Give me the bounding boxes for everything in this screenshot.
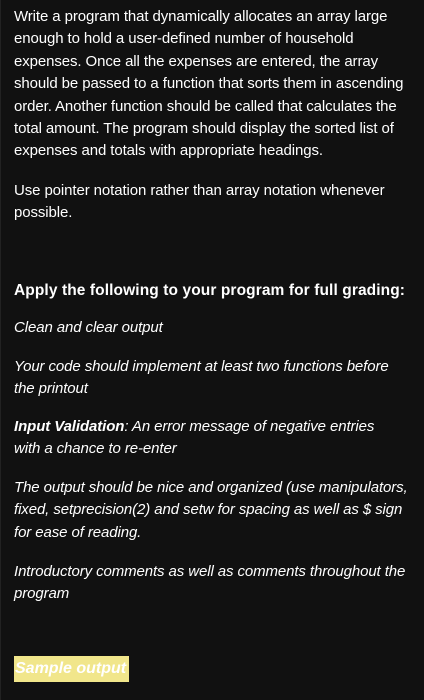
intro-line: enough to hold a user-defined number of household xyxy=(14,30,354,48)
requirement-input-validation xyxy=(14,416,374,461)
validation-text: : An error message of negative entries xyxy=(124,418,375,435)
requirement-text: Clean and clear output xyxy=(14,319,163,336)
intro-line: should be passed to a function that sorts them in ascending xyxy=(14,75,404,93)
intro-line: total amount. The program should display the sorted list of xyxy=(14,120,394,138)
pointer-notation-paragraph xyxy=(14,180,384,225)
requirement-text: program xyxy=(14,585,70,603)
intro-line: expenses and totals with appropriate headings. xyxy=(14,142,323,160)
requirement-text: the printout xyxy=(14,380,88,398)
intro-line: expenses. Once all the expenses are entered, the array xyxy=(14,52,378,70)
intro-paragraph xyxy=(14,6,403,163)
grading-heading: Apply the following to your program for full grading: xyxy=(14,282,406,299)
pointer-line: possible. xyxy=(14,204,73,222)
requirement-text: Your code should implement at least two functions before xyxy=(14,358,389,375)
requirement-text: The output should be nice and organized (use manipulators, xyxy=(14,479,408,496)
requirement-comments xyxy=(14,561,405,606)
requirement-text: Introductory comments as well as comments throughout the xyxy=(14,563,406,580)
requirement-clean-output xyxy=(14,317,163,339)
validation-label: Input Validation xyxy=(14,418,125,435)
sample-output-highlight: Sample output xyxy=(14,656,129,682)
requirement-functions xyxy=(14,356,389,401)
pointer-line: Use pointer notation rather than array notation whenever xyxy=(14,182,385,199)
requirement-text: fixed, setprecision(2) and setw for spacing as well as $ sign xyxy=(14,501,403,519)
requirement-output-format xyxy=(14,477,408,544)
validation-line-2: with a chance to re-enter xyxy=(14,440,177,458)
validation-line-1 xyxy=(14,416,374,438)
requirement-text: for ease of reading. xyxy=(14,523,142,541)
intro-line: Write a program that dynamically allocates an array large xyxy=(14,8,388,25)
intro-line: order. Another function should be called that calculates the xyxy=(14,97,397,115)
